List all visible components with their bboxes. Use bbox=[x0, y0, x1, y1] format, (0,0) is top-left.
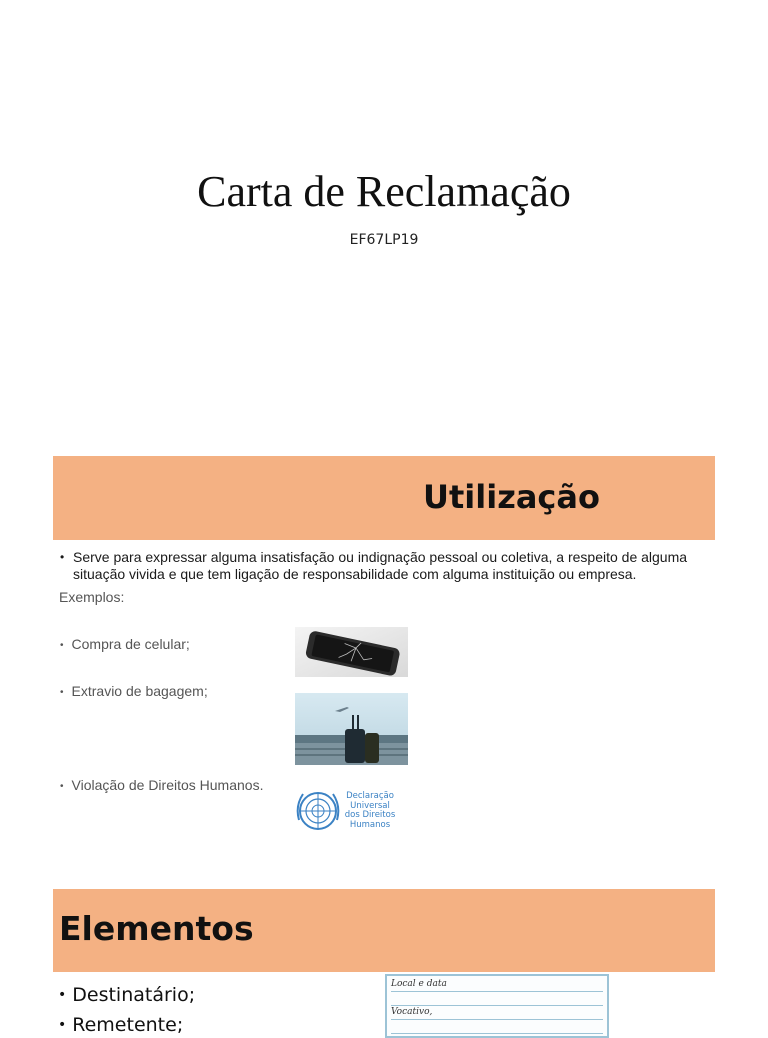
letter-template-image bbox=[385, 974, 609, 1038]
form-row-label: Vocativo, bbox=[391, 1007, 603, 1020]
un-caption-line: Humanos bbox=[349, 819, 391, 830]
element-item bbox=[58, 984, 195, 1006]
bullet-dot-icon: • bbox=[60, 687, 64, 698]
form-row-blank bbox=[391, 1021, 603, 1034]
utilizacao-bullet-text: Serve para expressar alguma insatisfação ou indignação pessoal ou coletiva, a respeito de alguma situação vivida e que tem ligação de responsabilidade com alguma instituição ou empresa. bbox=[73, 549, 688, 582]
luggage-airport-image bbox=[295, 693, 408, 765]
un-caption-line: Universal bbox=[350, 800, 390, 811]
un-emblem-image bbox=[295, 788, 408, 834]
elementos-heading: Elementos bbox=[59, 909, 254, 948]
examples-label: Exemplos: bbox=[59, 589, 125, 605]
un-caption-line: Declaração bbox=[346, 791, 394, 801]
elementos-header-band bbox=[53, 889, 715, 972]
example-text: Extravio de bagagem; bbox=[71, 683, 208, 699]
slide-code: EF67LP19 bbox=[349, 232, 419, 248]
example-item bbox=[60, 777, 263, 793]
bullet-dot-icon: • bbox=[60, 781, 64, 792]
broken-phone-image bbox=[295, 627, 408, 677]
utilizacao-header-band bbox=[53, 456, 715, 540]
bullet-dot-icon: • bbox=[60, 640, 64, 651]
utilizacao-heading: Utilização bbox=[423, 478, 600, 516]
form-row-label: Local e data bbox=[391, 979, 603, 992]
form-row-blank bbox=[391, 993, 603, 1006]
example-text: Violação de Direitos Humanos. bbox=[71, 777, 264, 793]
un-caption-line: dos Direitos bbox=[344, 810, 396, 820]
example-item bbox=[60, 683, 208, 699]
element-text: Destinatário; bbox=[72, 984, 196, 1006]
bullet-dot-icon: • bbox=[60, 550, 65, 564]
element-item bbox=[58, 1014, 183, 1036]
element-text: Remetente; bbox=[72, 1014, 184, 1036]
example-text: Compra de celular; bbox=[71, 636, 190, 652]
bullet-dot-icon: • bbox=[58, 1017, 67, 1033]
utilizacao-bullet bbox=[60, 549, 720, 583]
example-item bbox=[60, 636, 190, 652]
slide-title: Carta de Reclamação bbox=[197, 167, 571, 216]
bullet-dot-icon: • bbox=[58, 987, 67, 1003]
